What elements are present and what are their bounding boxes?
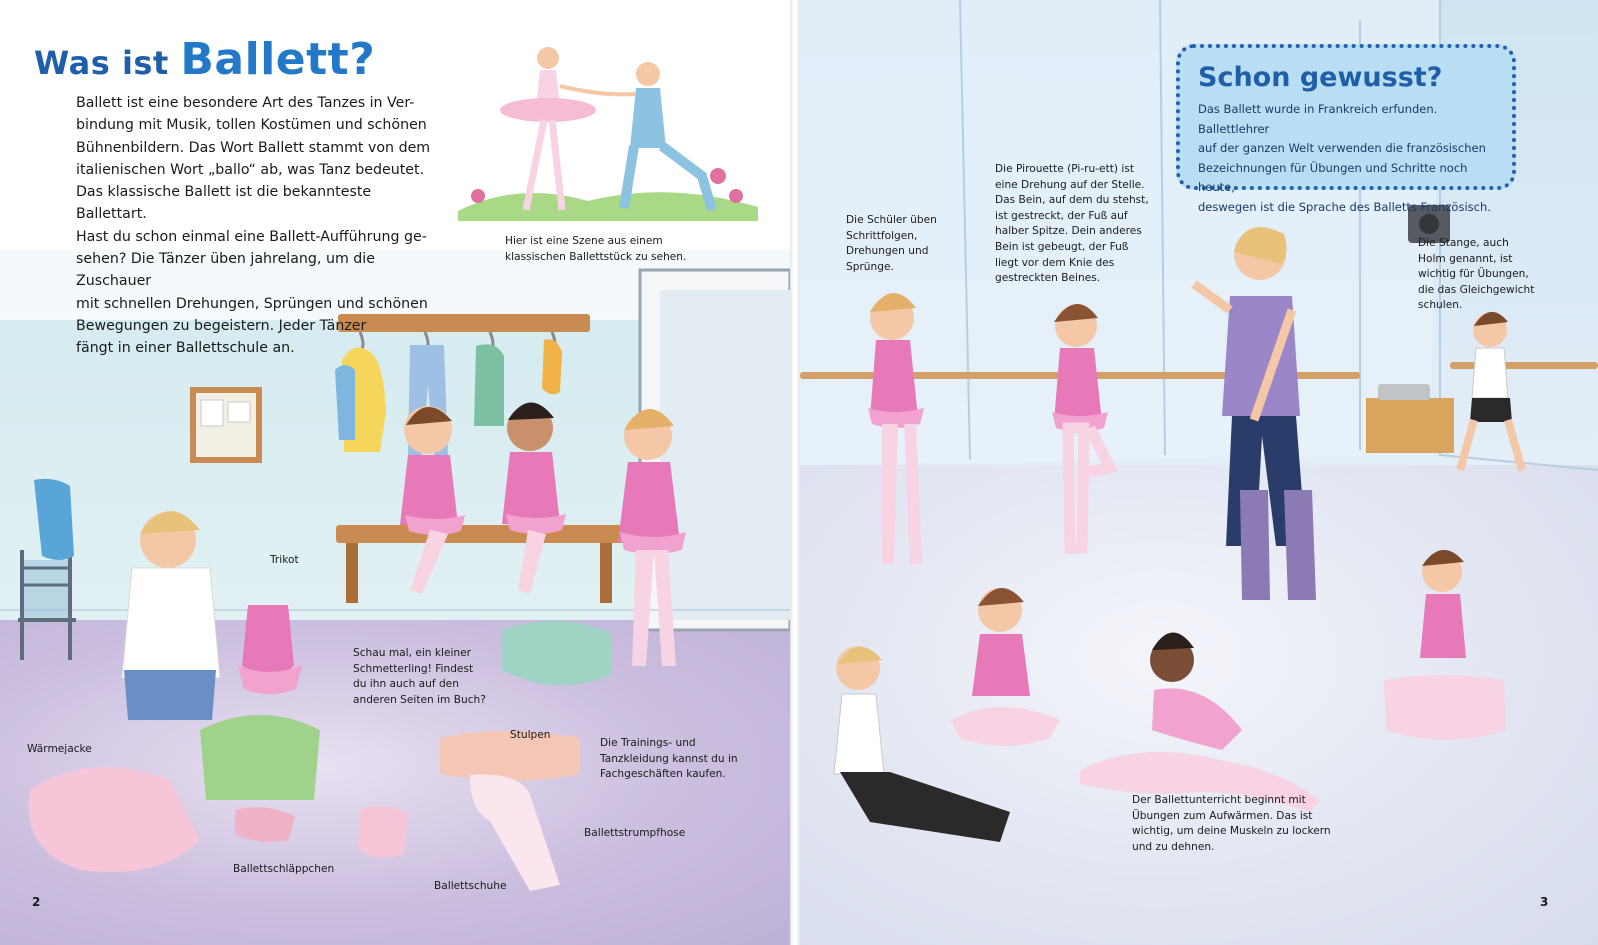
- intro-line: Bewegungen zu begeistern. Jeder Tänzer: [76, 317, 367, 334]
- caption-line: Holm genannt, ist: [1418, 252, 1513, 265]
- butterfly-caption: [353, 646, 486, 708]
- caption-line: Übungen zum Aufwärmen. Das ist: [1132, 809, 1313, 822]
- caption-line: Tanzkleidung kannst du in: [600, 752, 738, 765]
- intro-line: fängt in einer Ballettschule an.: [76, 340, 295, 357]
- info-box: [1176, 44, 1516, 214]
- ballet-scene-illustration: [448, 26, 778, 226]
- title-part-1: Was ist: [34, 44, 181, 82]
- label-stulpen: Stulpen: [510, 729, 551, 741]
- scene-caption: [505, 234, 686, 265]
- info-line: deswegen ist die Sprache des Balletts Französisch.: [1198, 199, 1491, 214]
- page-number-left: 2: [32, 895, 41, 909]
- book-gutter: [790, 0, 800, 945]
- caption-line: die das Gleichgewicht: [1418, 283, 1535, 296]
- intro-line: Bühnenbildern. Das Wort Ballett stammt von dem: [76, 139, 431, 156]
- label-waermejacke: Wärmejacke: [27, 743, 92, 755]
- label-trikot: Trikot: [270, 554, 299, 566]
- caption-line: Schau mal, ein kleiner: [353, 647, 471, 659]
- girls-on-bench: [400, 402, 566, 594]
- caption-line: Das Bein, auf dem du stehst,: [995, 194, 1149, 207]
- caption-line: Die Schüler üben: [846, 214, 937, 226]
- barre-caption: [1418, 236, 1534, 314]
- caption-line: Die Pirouette (Pi-ru-ett) ist: [995, 163, 1135, 175]
- page-title: [34, 34, 375, 85]
- intro-text: [76, 92, 436, 360]
- caption-line: liegt vor dem Knie des: [995, 256, 1115, 269]
- caption-line: und zu dehnen.: [1132, 840, 1215, 853]
- caption-line: Drehungen und: [846, 245, 929, 258]
- intro-line: Hast du schon einmal eine Ballett-Aufführung ge-: [76, 228, 427, 245]
- intro-line: Das klassische Ballett ist die bekannteste Ballettart.: [76, 184, 372, 223]
- caption-line: Die Trainings- und: [600, 737, 696, 749]
- caption-line: Sprünge.: [846, 260, 894, 273]
- left-page: [0, 0, 790, 945]
- caption-line: Die Stange, auch: [1418, 237, 1509, 249]
- info-box-text: [1198, 100, 1503, 217]
- intro-line: italienischen Wort „ballo“ ab, was Tanz bedeutet.: [76, 161, 425, 178]
- caption-line: Bein ist gebeugt, der Fuß: [995, 240, 1129, 253]
- boy-at-barre: [1460, 312, 1522, 470]
- caption-line: wichtig, um deine Muskeln zu lockern: [1132, 825, 1331, 838]
- caption-line: schulen.: [1418, 299, 1463, 312]
- caption-line: Hier ist eine Szene aus einem: [505, 235, 663, 247]
- label-schlaeppchen: Ballettschläppchen: [233, 863, 335, 875]
- caption-line: gestreckten Beines.: [995, 272, 1101, 285]
- intro-line: sehen? Die Tänzer üben jahrelang, um die Zuschauer: [76, 251, 375, 290]
- caption-line: Fachgeschäften kaufen.: [600, 768, 726, 781]
- caption-line: Schrittfolgen,: [846, 229, 918, 242]
- page-number-right: 3: [1540, 895, 1549, 909]
- caption-line: halber Spitze. Dein anderes: [995, 225, 1142, 238]
- caption-line: wichtig für Übungen,: [1418, 268, 1529, 281]
- intro-line: Ballett ist eine besondere Art des Tanzes in Ver-: [76, 95, 415, 111]
- caption-line: Der Ballettunterricht beginnt mit: [1132, 794, 1306, 806]
- title-part-2: Ballett?: [180, 34, 376, 85]
- label-strumpfhose: Ballettstrumpfhose: [584, 827, 686, 839]
- warmup-caption: [1132, 793, 1331, 855]
- caption-line: anderen Seiten im Buch?: [353, 693, 486, 706]
- caption-line: klassischen Ballettstück zu sehen.: [505, 250, 687, 263]
- info-line: Das Ballett wurde in Frankreich erfunden. Ballettlehrer: [1198, 102, 1438, 136]
- caption-line: du ihn auch auf den: [353, 678, 459, 691]
- info-line: Bezeichnungen für Übungen und Schritte noch heute,: [1198, 160, 1468, 194]
- info-box-title: Schon gewusst?: [1198, 62, 1443, 93]
- label-schuhe: Ballettschuhe: [434, 880, 507, 892]
- caption-line: ist gestreckt, der Fuß auf: [995, 209, 1128, 222]
- intro-line: bindung mit Musik, tollen Kostümen und schönen: [76, 117, 427, 134]
- info-line: auf der ganzen Welt verwenden die französischen: [1198, 141, 1486, 155]
- intro-line: mit schnellen Drehungen, Sprüngen und schönen: [76, 295, 428, 312]
- right-page: [800, 0, 1598, 945]
- girl-with-trikot: [122, 511, 302, 720]
- pirouette-caption: [995, 162, 1149, 287]
- students-caption: [846, 213, 937, 275]
- caption-line: Schmetterling! Findest: [353, 662, 474, 675]
- caption-line: eine Drehung auf der Stelle.: [995, 178, 1145, 191]
- clothing-caption: [600, 736, 738, 783]
